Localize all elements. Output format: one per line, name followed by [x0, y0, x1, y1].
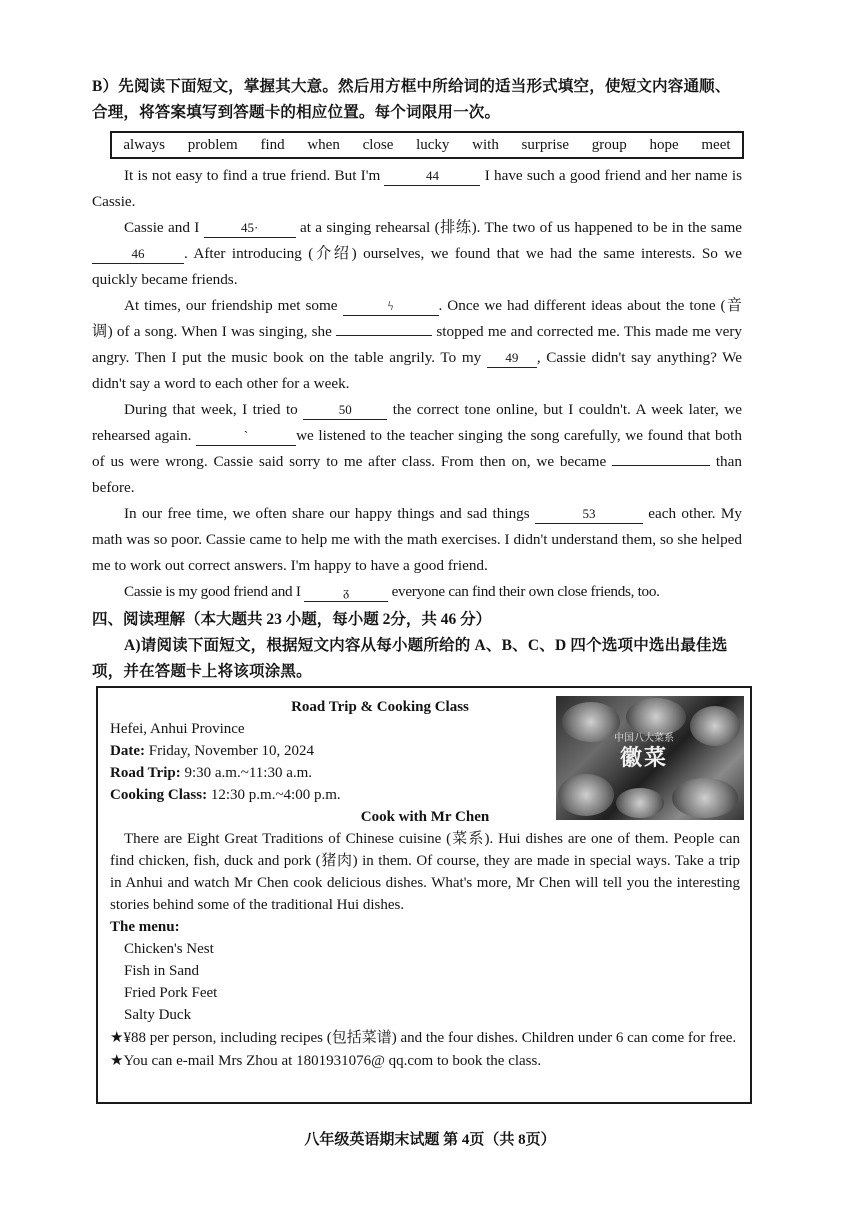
section-4-title: 四、阅读理解（本大题共 23 小题，每小题 2分，共 46 分）: [92, 611, 492, 628]
text-segment: at a singing rehearsal (排练). The two of us happened to be in the same: [300, 219, 743, 236]
photo-caption: 徽菜: [620, 746, 669, 771]
section-b-instruction: B）先阅读下面短文，掌握其大意。然后用方框中所给词的适当形式填空，使短文内容通顺、合理，将答案填写到答题卡的相应位置。每个词限用一次。: [92, 78, 731, 121]
text-segment: than before.: [92, 453, 742, 496]
class-value: 12:30 p.m.~4:00 p.m.: [207, 787, 341, 803]
paragraph-5: [92, 501, 742, 579]
menu-item: Salty Duck: [124, 1007, 192, 1023]
text-segment: the correct tone online, but I couldn't. A week later, we rehearsed again.: [92, 401, 742, 444]
card-subtitle: Cook with Mr Chen: [360, 809, 490, 825]
section-b: [92, 74, 742, 685]
text-segment: It is not easy to find a true friend. But I'm: [124, 167, 385, 184]
paragraph-2: [92, 215, 742, 293]
trip-label: Road Trip:: [110, 765, 181, 781]
blank-51[interactable]: `: [196, 427, 296, 446]
word-close: close: [362, 136, 394, 153]
text-segment: In our free time, we often share our happy things and sad things: [124, 505, 535, 522]
class-label: Cooking Class:: [110, 787, 208, 803]
text-segment: Cassie and I: [124, 219, 204, 236]
note-booking: [110, 1049, 740, 1072]
text-segment: each other. My math was so poor. Cassie came to help me with the math exercises. I didn't understand them, so she helped me to work out correct answers. I'm happy to have a good friend.: [92, 505, 742, 574]
blank-45[interactable]: 45·: [204, 219, 296, 238]
event-card: [96, 686, 752, 1104]
word-lucky: lucky: [416, 136, 450, 153]
blank-46[interactable]: 46: [92, 245, 184, 264]
word-find: find: [260, 136, 285, 153]
blank-50[interactable]: 50: [303, 401, 387, 420]
blank-44[interactable]: 44: [384, 167, 480, 186]
photo-top-text: 中国八大菜系: [614, 733, 674, 744]
text-segment: Cassie is my good friend and I: [124, 583, 305, 600]
word-group: group: [591, 136, 627, 153]
word-surprise: surprise: [521, 136, 570, 153]
menu-item: Fried Pork Feet: [124, 985, 218, 1001]
card-title: Road Trip & Cooking Class: [291, 699, 469, 715]
word-always: always: [123, 136, 166, 153]
menu-item: Fish in Sand: [124, 963, 200, 979]
page-footer: 八年级英语期末试题 第 4页（共 8页）: [304, 1132, 556, 1148]
word-hope: hope: [649, 136, 679, 153]
note-price-text: ¥88 per person, including recipes (包括菜谱) and the four dishes. Children under 6 can come for free.: [123, 1030, 737, 1046]
text-segment: . After introducing (介绍) ourselves, we found that we had the same interests. So we quickly became friends.: [92, 245, 742, 288]
text-segment: we listened to the teacher singing the song carefully, we found that both of us were wrong. Cassie said sorry to me after class. From then on, we became: [92, 427, 742, 470]
trip-value: 9:30 a.m.~11:30 a.m.: [180, 765, 313, 781]
text-segment: At times, our friendship met some: [124, 297, 343, 314]
card-body: There are Eight Great Traditions of Chinese cuisine (菜系). Hui dishes are one of them. People can find chicken, fish, duck and pork (猪肉) in them. Of course, they are made in special ways. Take a trip in Anhui and watch Mr Chen cook delicious dishes. What's more, Mr Chen will tell you the interesting stories behind some of the traditional Hui dishes.: [110, 831, 740, 913]
text-segment: During that week, I tried to: [124, 401, 304, 418]
menu-item: Chicken's Nest: [124, 941, 214, 957]
blank-53[interactable]: 53: [535, 505, 643, 524]
note-booking-text: You can e-mail Mrs Zhou at 1801931076@ qq.com to book the class.: [123, 1053, 542, 1069]
blank-52[interactable]: [612, 465, 710, 466]
word-box: [110, 131, 744, 159]
star-icon: ★: [110, 1051, 124, 1069]
text-segment: everyone can find their own close friends, too.: [388, 583, 660, 600]
paragraph-6: [92, 579, 742, 605]
blank-47[interactable]: ϟ: [343, 297, 439, 316]
text-segment: stopped me and corrected me. This made me very angry. Then I put the music book on the table angrily. To my: [92, 323, 742, 366]
date-value: Friday, November 10, 2024: [144, 743, 314, 759]
word-meet: meet: [701, 136, 731, 153]
section-4-instruction: A)请阅读下面短文，根据短文内容从每小题所给的 A、B、C、D 四个选项中选出最佳选项，并在答题卡上将该项涂黑。: [92, 637, 728, 680]
hui-dishes-photo: [556, 696, 744, 820]
card-location: Hefei, Anhui Province: [110, 721, 245, 737]
menu-label: The menu:: [110, 919, 180, 935]
word-problem: problem: [187, 136, 238, 153]
text-segment: I have such a good friend and her name is Cassie.: [92, 167, 742, 210]
paragraph-3: [92, 293, 742, 397]
word-with: with: [472, 136, 499, 153]
blank-48[interactable]: [336, 335, 432, 336]
paragraph-4: [92, 397, 742, 501]
text-segment: . Once we had different ideas about the tone (音调) of a song. When I was singing, she: [92, 297, 742, 340]
text-segment: , Cassie didn't say anything? We didn't say a word to each other for a week.: [92, 349, 742, 392]
blank-49[interactable]: 49: [487, 349, 537, 368]
paragraph-1: [92, 163, 742, 215]
note-price: [110, 1026, 740, 1049]
star-icon: ★: [110, 1028, 124, 1046]
blank-54[interactable]: ᵹ: [304, 583, 388, 602]
word-when: when: [307, 136, 340, 153]
date-label: Date:: [110, 743, 145, 759]
